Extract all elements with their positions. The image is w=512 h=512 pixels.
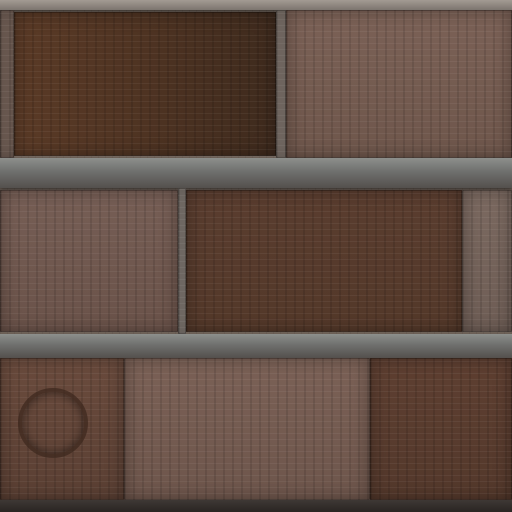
middle-shelf-1 bbox=[0, 158, 512, 188]
row2-left-panel bbox=[0, 190, 178, 332]
row3-middle-panel bbox=[124, 358, 370, 500]
row1-dark-panel bbox=[14, 12, 276, 156]
top-shelf-edge bbox=[0, 0, 512, 10]
row3-right-panel bbox=[370, 358, 512, 500]
row1-light-panel bbox=[286, 10, 512, 158]
circular-emblem-icon bbox=[18, 388, 88, 458]
middle-shelf-2 bbox=[0, 334, 512, 358]
row1-left-edge-panel bbox=[0, 10, 14, 158]
row2-divider bbox=[178, 188, 186, 334]
row2-right-panel bbox=[462, 190, 512, 332]
bottom-shelf-edge bbox=[0, 500, 512, 512]
row1-divider bbox=[276, 10, 286, 158]
row2-dark-panel bbox=[186, 190, 462, 332]
